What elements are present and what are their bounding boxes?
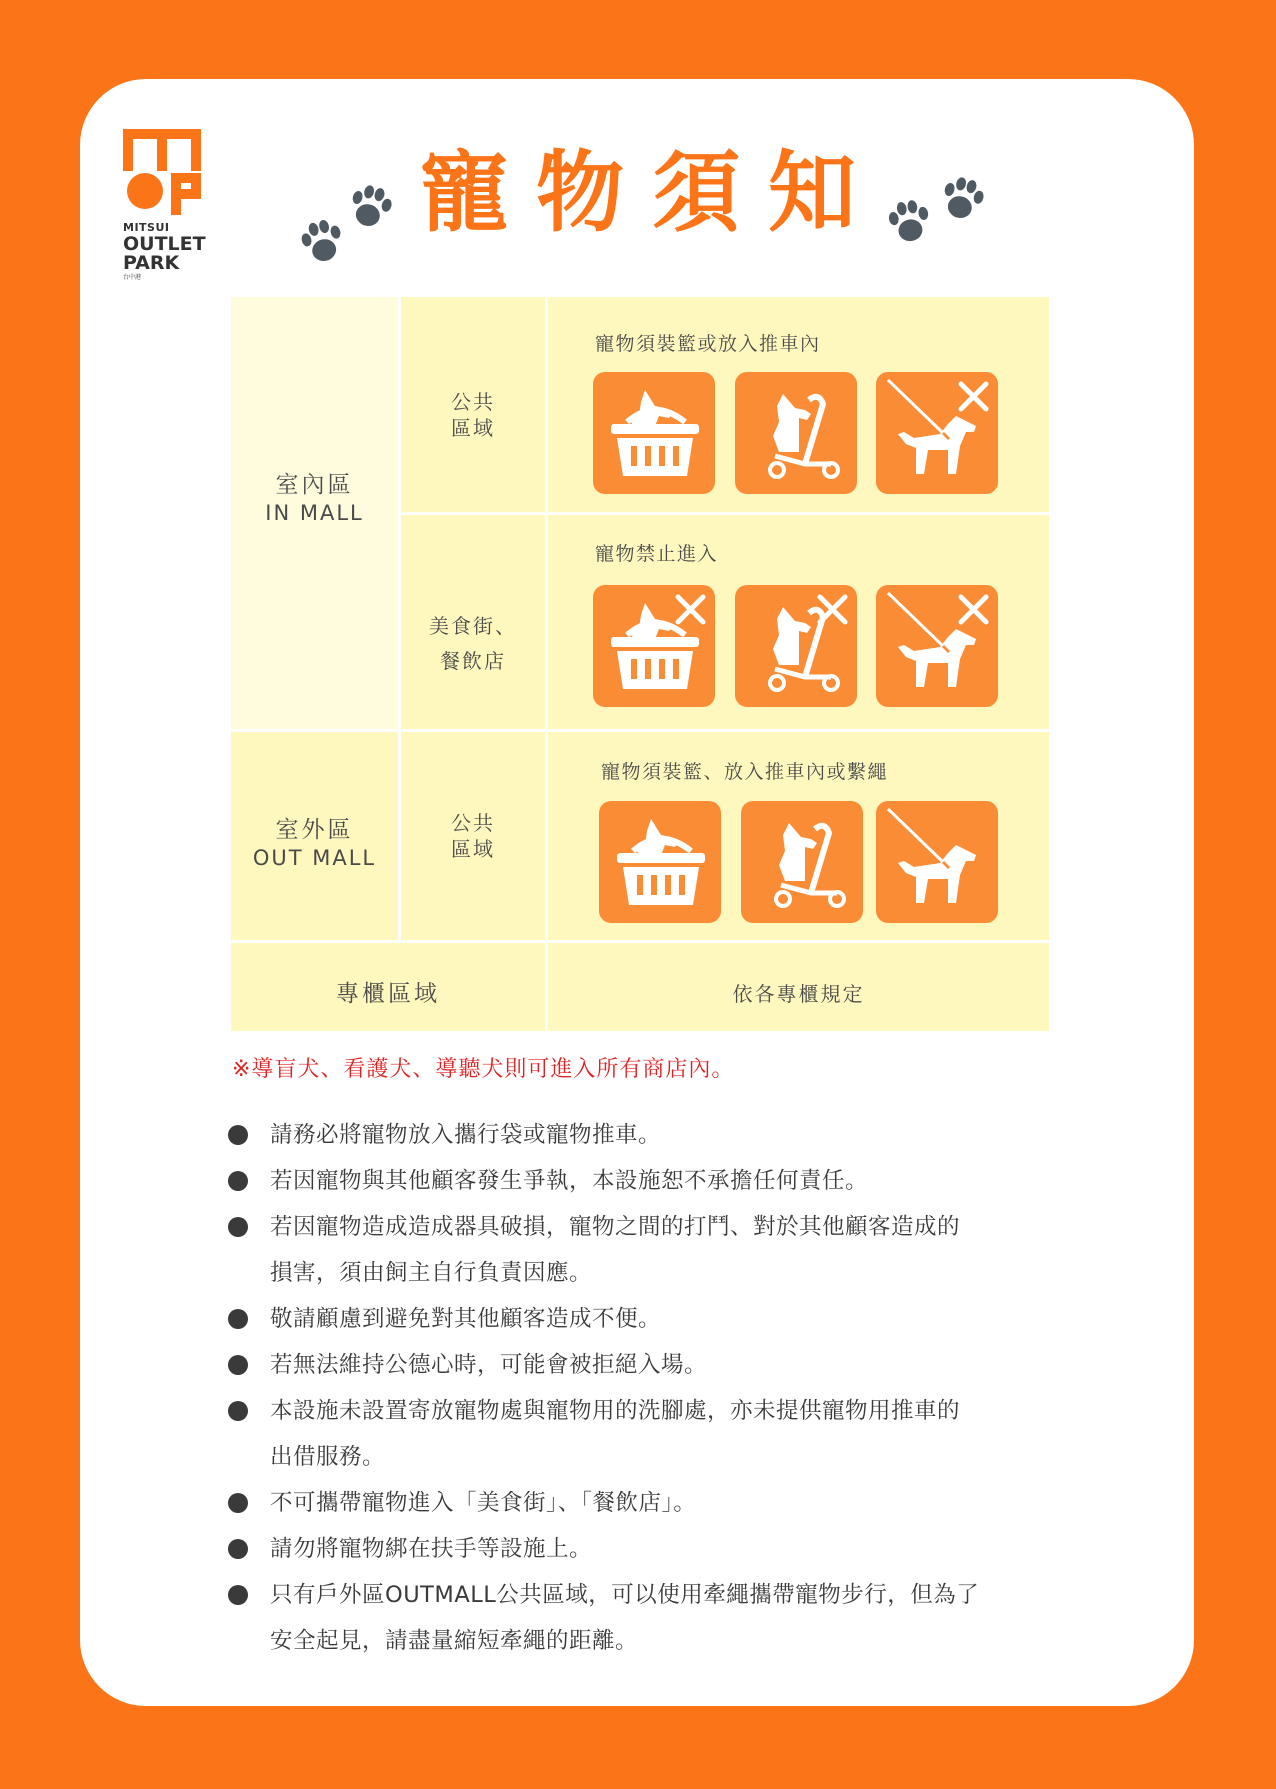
row1-rule: 寵物須裝籃或放入推車內 [595, 333, 821, 355]
paw-icon [881, 194, 937, 250]
food-area-line: 美食街、 [429, 614, 517, 638]
rule-text: 出借服務。 [270, 1444, 386, 1470]
bullet-icon [228, 1493, 248, 1513]
outdoor-zone-en: OUT MALL [252, 846, 377, 870]
rule-item [225, 1480, 1055, 1526]
basket-prohibited-icon [593, 585, 715, 707]
stroller-icon [735, 372, 857, 494]
rule-text: 安全起見，請盡量縮短牽繩的距離。 [270, 1628, 639, 1654]
rule-text: 若因寵物造成造成器具破損，寵物之間的打鬥、對於其他顧客造成的 [270, 1214, 961, 1240]
bullet-icon [228, 1171, 248, 1191]
bullet-icon [228, 1539, 248, 1559]
rule-text: 只有戶外區OUTMALL公共區域，可以使用牽繩攜帶寵物步行，但為了 [270, 1582, 980, 1608]
outdoor-zone-label [231, 816, 398, 872]
divider [398, 512, 1049, 515]
pet-rules-table [231, 297, 1049, 1031]
logo-line-1: MITSUI [123, 221, 170, 234]
logo-line-3: PARK [123, 252, 180, 274]
row2-rule: 寵物禁止進入 [595, 543, 719, 565]
divider [231, 940, 1049, 943]
indoor-zone-label [231, 471, 398, 527]
indoor-zone-zh: 室內區 [275, 472, 354, 498]
rule-item [225, 1112, 1055, 1158]
stroller-icon [741, 801, 863, 923]
public-area-line: 公共 [451, 811, 495, 835]
leash-icon [876, 801, 998, 923]
rule-item [225, 1526, 1055, 1572]
public-area-line: 區域 [451, 837, 495, 861]
basket-icon [593, 372, 715, 494]
rule-item [225, 1296, 1055, 1342]
rule-text: 本設施未設置寄放寵物處與寵物用的洗腳處，亦未提供寵物用推車的 [270, 1398, 961, 1424]
bullet-icon [228, 1355, 248, 1375]
logo-text [123, 222, 206, 281]
logo-line-2: OUTLET [123, 233, 206, 255]
divider [231, 729, 1049, 732]
indoor-zone-en: IN MALL [265, 501, 364, 525]
logo-line-4: 台中港 [123, 274, 142, 281]
rule-text: 敬請顧慮到避免對其他顧客造成不便。 [270, 1306, 662, 1332]
bullet-icon [228, 1125, 248, 1145]
rule-text: 請勿將寵物綁在扶手等設施上。 [270, 1536, 593, 1562]
page-title: 寵物須知 [420, 141, 885, 244]
rule-item [225, 1572, 1055, 1664]
basket-icon [599, 801, 721, 923]
bullet-icon [228, 1309, 248, 1329]
rule-text: 請務必將寵物放入攜行袋或寵物推車。 [270, 1122, 662, 1148]
leash-prohibited-icon [876, 585, 998, 707]
bullet-icon [228, 1585, 248, 1605]
stroller-prohibited-icon [735, 585, 857, 707]
public-area-label [401, 810, 545, 862]
divider [545, 297, 548, 1031]
public-area-line: 公共 [451, 390, 495, 414]
rule-item [225, 1158, 1055, 1204]
leash-prohibited-icon [876, 372, 998, 494]
rule-text: 不可攜帶寵物進入「美食街」、「餐飲店」。 [270, 1490, 697, 1516]
rules-list [225, 1112, 1055, 1664]
counter-area-label: 專櫃區域 [336, 981, 440, 1007]
rule-text: 若因寵物與其他顧客發生爭執，本設施恕不承擔任何責任。 [270, 1168, 869, 1194]
bullet-icon [228, 1217, 248, 1237]
rule-item [225, 1388, 1055, 1480]
public-area-label [401, 389, 545, 441]
rule-text: 損害，須由飼主自行負責因應。 [270, 1260, 593, 1286]
outdoor-zone-zh: 室外區 [275, 817, 354, 843]
rule-text: 若無法維持公德心時，可能會被拒絕入場。 [270, 1352, 708, 1378]
rule-item [225, 1342, 1055, 1388]
public-area-line: 區域 [451, 416, 495, 440]
food-area-label [401, 609, 545, 679]
row3-rule: 寵物須裝籃、放入推車內或繫繩 [601, 761, 889, 783]
rule-item [225, 1204, 1055, 1296]
food-area-line: 餐飲店 [440, 649, 506, 673]
counter-area-rule: 依各專櫃規定 [732, 982, 865, 1006]
service-dog-note: ※導盲犬、看護犬、導聽犬則可進入所有商店內。 [232, 1057, 735, 1082]
bullet-icon [228, 1401, 248, 1421]
